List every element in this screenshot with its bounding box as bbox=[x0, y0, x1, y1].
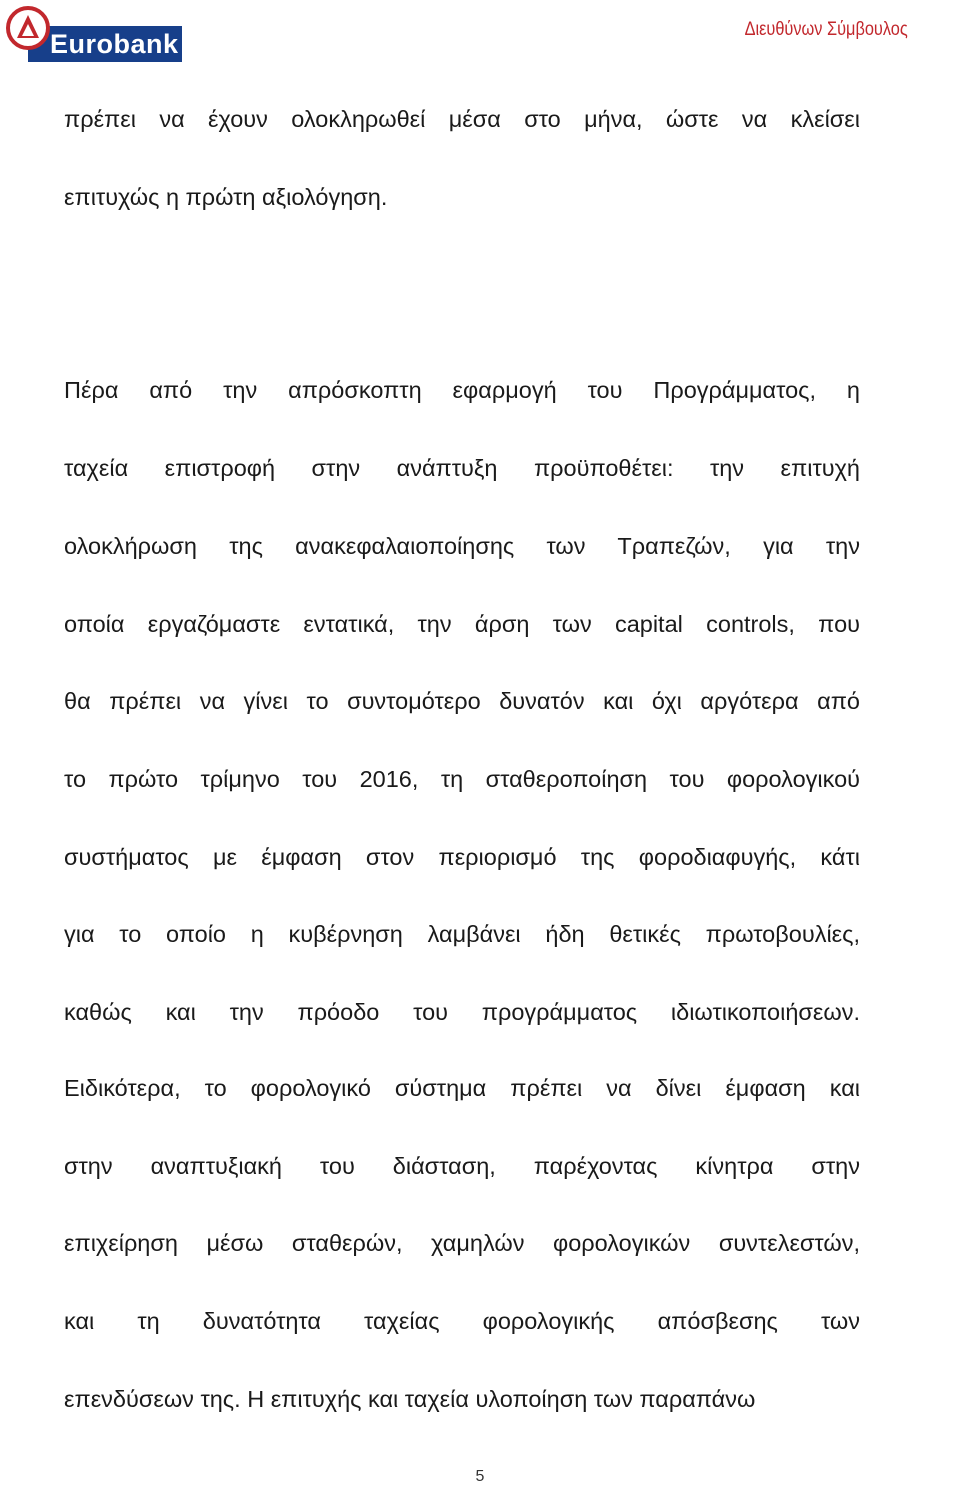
page-number: 5 bbox=[475, 1468, 485, 1485]
logo-wordmark: Eurobank bbox=[50, 29, 179, 59]
text-line: συστήματος με έμφαση στον περιορισμό της φοροδιαφυγής, κάτι bbox=[64, 844, 860, 870]
text-line: πρέπει να έχουν ολοκληρωθεί μέσα στο μήνα, ώστε να κλείσει bbox=[64, 106, 860, 132]
text-line: οποία εργαζόμαστε εντατικά, την άρση των capital controls, που bbox=[64, 611, 860, 637]
eurobank-logo bbox=[6, 6, 178, 58]
text-line: ταχεία επιστροφή στην ανάπτυξη προϋποθέτει: την επιτυχή bbox=[64, 455, 860, 481]
eurobank-emblem-icon bbox=[6, 6, 50, 50]
text-line: επιχείρηση μέσω σταθερών, χαμηλών φορολογικών συντελεστών, bbox=[64, 1230, 860, 1256]
text-line: και τη δυνατότητα ταχείας φορολογικής απόσβεσης των bbox=[64, 1308, 860, 1334]
text-line: καθώς και την πρόοδο του προγράμματος ιδιωτικοποιήσεων. bbox=[64, 999, 860, 1025]
page-header bbox=[0, 0, 960, 70]
text-line: επενδύσεων της. Η επιτυχής και ταχεία υλοποίηση των παραπάνω bbox=[64, 1386, 756, 1412]
text-line: στην αναπτυξιακή του διάσταση, παρέχοντας κίνητρα στην bbox=[64, 1153, 860, 1179]
header-title: Διευθύνων Σύμβουλος bbox=[744, 19, 908, 40]
text-line: θα πρέπει να γίνει το συντομότερο δυνατόν και όχι αργότερα από bbox=[64, 688, 860, 714]
text-line: το πρώτο τρίμηνο του 2016, τη σταθεροποίηση του φορολογικού bbox=[64, 766, 860, 792]
text-line: Ειδικότερα, το φορολογικό σύστημα πρέπει να δίνει έμφαση και bbox=[64, 1075, 860, 1101]
text-line: ολοκλήρωση της ανακεφαλαιοποίησης των Τραπεζών, για την bbox=[64, 533, 860, 559]
text-line: επιτυχώς η πρώτη αξιολόγηση. bbox=[64, 184, 388, 210]
text-line: για το οποίο η κυβέρνηση λαμβάνει ήδη θετικές πρωτοβουλίες, bbox=[64, 921, 860, 947]
text-line: Πέρα από την απρόσκοπτη εφαρμογή του Προγράμματος, η bbox=[64, 377, 860, 403]
